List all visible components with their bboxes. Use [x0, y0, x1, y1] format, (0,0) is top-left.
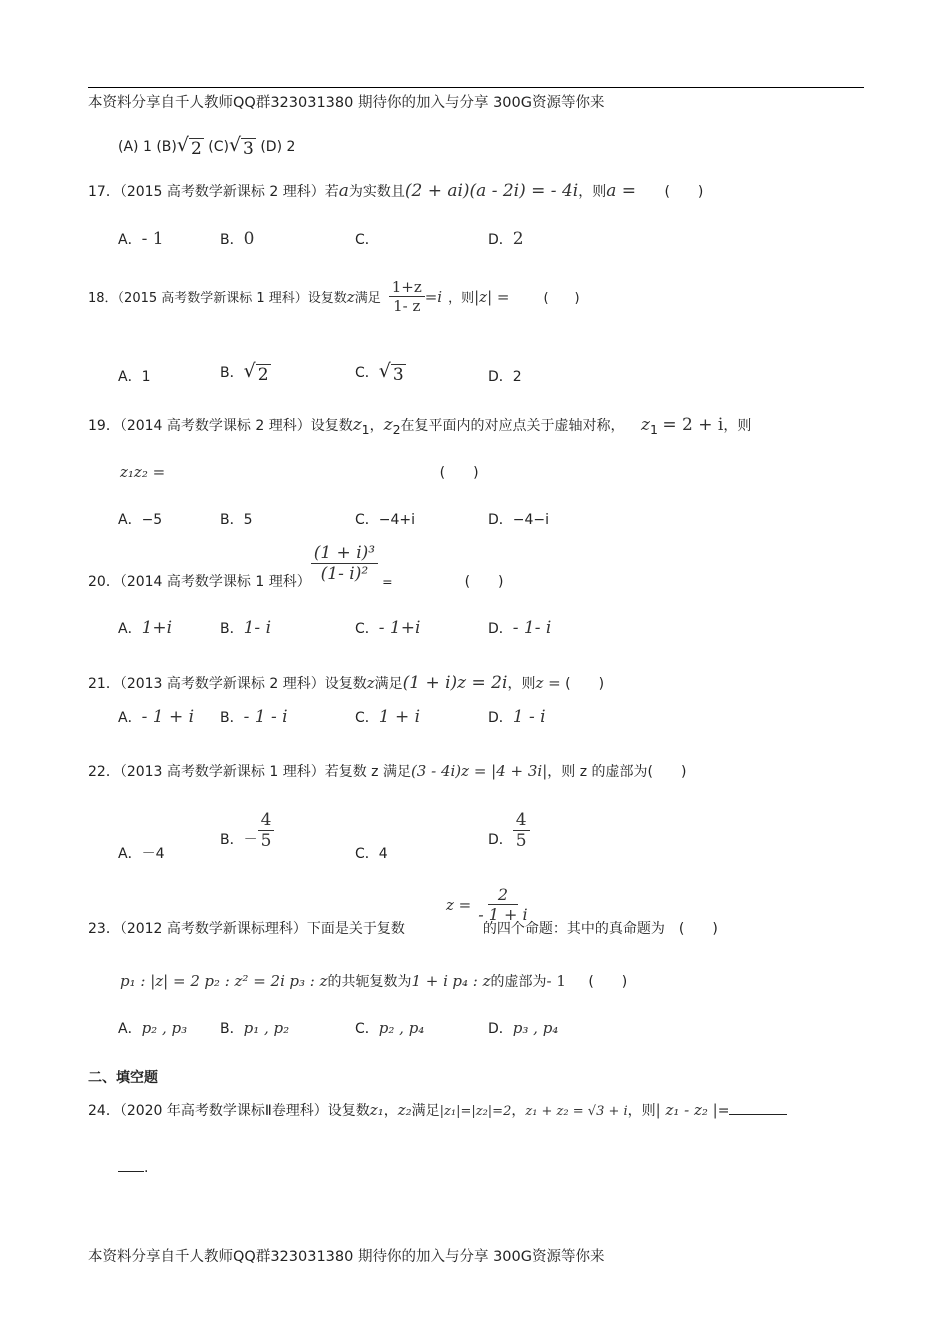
q21-post: ，则: [507, 676, 536, 692]
q20-option-d: [488, 618, 551, 638]
q17-prefix: 17．（2015 高考数学新课标 2 理科）若: [88, 184, 339, 200]
q22-option-c: C．4: [355, 846, 388, 862]
q23-p4: p₄ : z: [452, 972, 491, 990]
q17-option-d-value: 2: [512, 229, 524, 249]
q18-mid: 满足: [354, 291, 381, 306]
q24-z1: z₁: [369, 1101, 384, 1119]
q17-option-c: [355, 229, 379, 249]
q20-option-d-label: D．: [488, 621, 513, 637]
q21-var: z: [366, 674, 375, 692]
q16-option-c: (C): [208, 139, 229, 155]
q20-stem: [88, 535, 504, 591]
q18-option-d: D．2: [488, 369, 522, 385]
q21-option-c: [355, 707, 420, 727]
q17-mid: 为实数且: [348, 184, 405, 200]
q21-option-c-label: C．: [355, 710, 379, 726]
q18-ask: |z| =: [474, 287, 510, 306]
q19-line2: [120, 462, 479, 482]
q22-option-d-label: D．: [488, 832, 513, 848]
q24-post: ，则: [627, 1103, 656, 1119]
q24-stem: [88, 1100, 787, 1120]
q20-option-c-label: C．: [355, 621, 379, 637]
q22-expression: (3 - 4i)z = |4 + 3i|: [410, 762, 548, 780]
q24-z2: z₂: [397, 1101, 412, 1119]
section-title: 二、填空题: [88, 1070, 158, 1086]
q19-eq-lhs: z: [641, 415, 650, 435]
q19-prefix: 19．（2014 高考数学课标 2 理科）设复数: [88, 418, 353, 434]
q19-eq-rhs: = 2 + i: [662, 415, 724, 435]
q20-option-a: [118, 618, 172, 638]
q17-option-c-label: C．: [355, 232, 379, 248]
q21-option-b: [220, 707, 288, 727]
q23-p3-value: 1 + i: [411, 972, 448, 990]
q21-option-c-value: 1 + i: [378, 707, 421, 727]
q20-option-a-value: 1+i: [141, 618, 173, 638]
q18-option-b-value: 2: [257, 365, 269, 385]
q23-option-c: [355, 1018, 424, 1038]
q23-prefix: 23．（2012 高考数学新课标理科）下面是关于复数: [88, 921, 405, 937]
q18-answer-paren: ( ): [543, 291, 580, 306]
q20-prefix: 20．（2014 高考数学课标 1 理科）: [88, 574, 311, 590]
q22-prefix: 22．（2013 高考数学新课标 1 理科）若复数 z 满足: [88, 764, 411, 780]
q17-option-a-value: - 1: [141, 229, 164, 249]
q23-stem: [88, 918, 718, 938]
q18-option-b-label: B．: [220, 365, 244, 381]
q17-option-b-label: B．: [220, 232, 244, 248]
q19-option-a: A．−5: [118, 512, 163, 528]
q20-option-b-value: 1- i: [243, 618, 272, 638]
q23-p4-value: - 1: [546, 972, 566, 990]
q16-option-c-value: 3: [243, 139, 254, 159]
q17-answer-paren: ( ): [664, 184, 704, 200]
q21-option-d-label: D．: [488, 710, 513, 726]
q19-answer-paren: ( ): [439, 465, 479, 481]
sqrt-symbol: √ 3: [228, 134, 254, 159]
q18-option-c-value: 3: [392, 365, 404, 385]
q16-option-d: (D) 2: [260, 139, 296, 155]
q17-var-a: a: [338, 181, 349, 201]
q23-option-b: [220, 1018, 289, 1038]
q17-option-a: [118, 229, 164, 249]
q24-line2: [118, 1160, 148, 1176]
q23-option-c-label: C．: [355, 1021, 379, 1037]
q23-option-d-label: D．: [488, 1021, 513, 1037]
q21-ask: z =: [535, 674, 561, 692]
q23-option-a-label: A．: [118, 1021, 142, 1037]
q24-answer-blank[interactable]: [729, 1114, 787, 1115]
q16-option-b-value: 2: [190, 139, 202, 159]
q22-option-b-label: B．－: [220, 832, 258, 848]
q21-mid: 满足: [374, 676, 403, 692]
q24-condition-1: |z₁|=|z₂|=2: [439, 1104, 512, 1119]
sqrt-symbol: √ 3: [378, 360, 404, 385]
q23-option-a: [118, 1018, 187, 1038]
q21-option-d-value: 1 - i: [512, 707, 546, 727]
q22-option-d-num: 4: [513, 810, 530, 831]
q19-option-b: B．5: [220, 512, 253, 528]
q18-stem: [88, 278, 580, 315]
q23-propositions: [120, 971, 627, 991]
q18-fraction: [389, 278, 425, 315]
q22-option-b-num: 4: [258, 810, 275, 831]
q21-option-d: [488, 707, 546, 727]
q23-p4-text: 的虚部为: [490, 974, 547, 990]
q19-mid: 在复平面内的对应点关于虚轴对称，: [400, 418, 625, 434]
q23-option-d-value: p₃ , p₄: [512, 1019, 559, 1037]
q17-stem: [88, 181, 703, 201]
q19-z2-sub: 2: [392, 421, 401, 437]
q18-option-b: [220, 360, 271, 385]
sqrt-symbol: √ 2: [176, 134, 202, 159]
q20-answer-paren: ( ): [464, 574, 504, 590]
q23-option-a-value: p₂ , p₃: [141, 1019, 188, 1037]
q24-tail: .: [144, 1160, 149, 1176]
q19-product: z₁z₂ =: [120, 463, 166, 481]
q18-fraction-den: 1- z: [393, 297, 421, 315]
q17-option-b: [220, 229, 254, 249]
q20-option-a-label: A．: [118, 621, 142, 637]
q22-option-d: [488, 810, 530, 851]
q24-condition-2: z₁ + z₂ = √3 + i: [525, 1104, 628, 1119]
q22-option-b: [220, 810, 274, 851]
q18-prefix: 18．（2015 高考数学新课标 1 理科）设复数: [88, 291, 347, 306]
q21-answer-paren: ( ): [565, 676, 605, 692]
q23-answer-paren: ( ): [588, 974, 628, 990]
q21-stem: [88, 673, 604, 693]
q19-option-d: D．−4−i: [488, 512, 550, 528]
q22-stem: [88, 761, 686, 781]
q19-comma: ，: [369, 418, 384, 434]
page-header: 本资料分享自千人教师QQ群323031380 期待你的加入与分享 300G资源等你来: [88, 95, 605, 111]
q19-z2: z: [383, 415, 393, 435]
q20-option-d-value: - 1- i: [512, 618, 552, 638]
q22-option-b-fraction: [258, 810, 275, 851]
q24-ask: | z₁ - z₂ |: [655, 1101, 718, 1119]
q20-eq: =: [382, 573, 393, 589]
q17-ask: a =: [606, 181, 637, 201]
q19-z1-sub: 1: [361, 421, 370, 437]
q23-p1: p₁ : |z| = 2: [120, 972, 200, 990]
page-footer: 本资料分享自千人教师QQ群323031380 期待你的加入与分享 300G资源等你来: [88, 1249, 605, 1265]
q23-lhs: z =: [446, 895, 472, 914]
q21-option-b-value: - 1 - i: [243, 707, 288, 727]
q18-option-a: A．1: [118, 369, 151, 385]
q23-p3: p₃ : z: [289, 972, 328, 990]
q21-option-b-label: B．: [220, 710, 244, 726]
q24-comma-2: ，: [511, 1103, 526, 1119]
q17-post: ，则: [578, 184, 607, 200]
q17-expression: (2 + ai)(a - 2i) = - 4i: [404, 181, 579, 201]
q18-fraction-num: 1+z: [389, 278, 425, 297]
q23-option-c-value: p₂ , p₄: [378, 1019, 425, 1037]
q23-option-d: [488, 1018, 558, 1038]
q16-options: [118, 134, 295, 159]
q23-fraction-den: - 1 + i: [478, 905, 528, 924]
q19-stem: [88, 415, 751, 437]
q20-option-b: [220, 618, 271, 638]
q24-prefix: 24．（2020 年高考数学课标Ⅱ卷理科）设复数: [88, 1103, 370, 1119]
q20-option-b-label: B．: [220, 621, 244, 637]
q23-post: 的四个命题：其中的真命题为 ( ): [482, 921, 718, 937]
q24-answer-blank-continued[interactable]: [118, 1171, 144, 1172]
q24-comma: ，: [383, 1103, 398, 1119]
q17-option-d: [488, 229, 524, 249]
q17-option-d-label: D．: [488, 232, 513, 248]
q19-eq-sub: 1: [649, 421, 658, 437]
q20-fraction: [311, 543, 378, 584]
q17-option-b-value: 0: [243, 229, 255, 249]
q20-option-c-value: - 1+i: [378, 618, 421, 638]
q21-option-a-value: - 1 + i: [141, 707, 195, 727]
q18-post: ，则: [448, 291, 475, 306]
q22-option-b-den: 5: [260, 831, 272, 851]
q18-eq: =i: [424, 287, 443, 306]
q21-expression: (1 + i)z = 2i: [402, 673, 508, 693]
q20-fraction-den: (1- i)²: [320, 563, 369, 584]
q19-post: ，则: [723, 418, 752, 434]
q23-option-b-value: p₁ , p₂: [243, 1019, 290, 1037]
q19-z1: z: [352, 415, 362, 435]
q23-fraction-num: 2: [488, 885, 518, 905]
q23-p3-text: 的共轭复数为: [327, 974, 412, 990]
q22-option-d-fraction: [513, 810, 530, 851]
q17-option-a-label: A．: [118, 232, 142, 248]
q18-var: z: [346, 287, 355, 306]
q18-option-c: [355, 360, 406, 385]
q21-prefix: 21．（2013 高考数学新课标 2 理科）设复数: [88, 676, 367, 692]
header-rule: [88, 87, 864, 88]
q22-option-a: A．－4: [118, 846, 165, 862]
q20-fraction-num: (1 + i)³: [311, 543, 378, 564]
sqrt-symbol: √ 2: [243, 360, 269, 385]
q24-mid: 满足: [411, 1103, 440, 1119]
q23-p2: p₂ : z² = 2i: [204, 972, 285, 990]
q21-option-a-label: A．: [118, 710, 142, 726]
q20-option-c: [355, 618, 420, 638]
q16-option-a: (A) 1: [118, 139, 152, 155]
q22-option-d-den: 5: [515, 831, 527, 851]
q21-option-a: [118, 707, 194, 727]
q22-post: ，则 z 的虚部为( ): [547, 764, 687, 780]
q24-eq: =: [717, 1103, 730, 1119]
q19-option-c: C．−4+i: [355, 512, 416, 528]
q23-option-b-label: B．: [220, 1021, 244, 1037]
q18-option-c-label: C．: [355, 365, 379, 381]
q16-option-b: (B): [156, 139, 177, 155]
